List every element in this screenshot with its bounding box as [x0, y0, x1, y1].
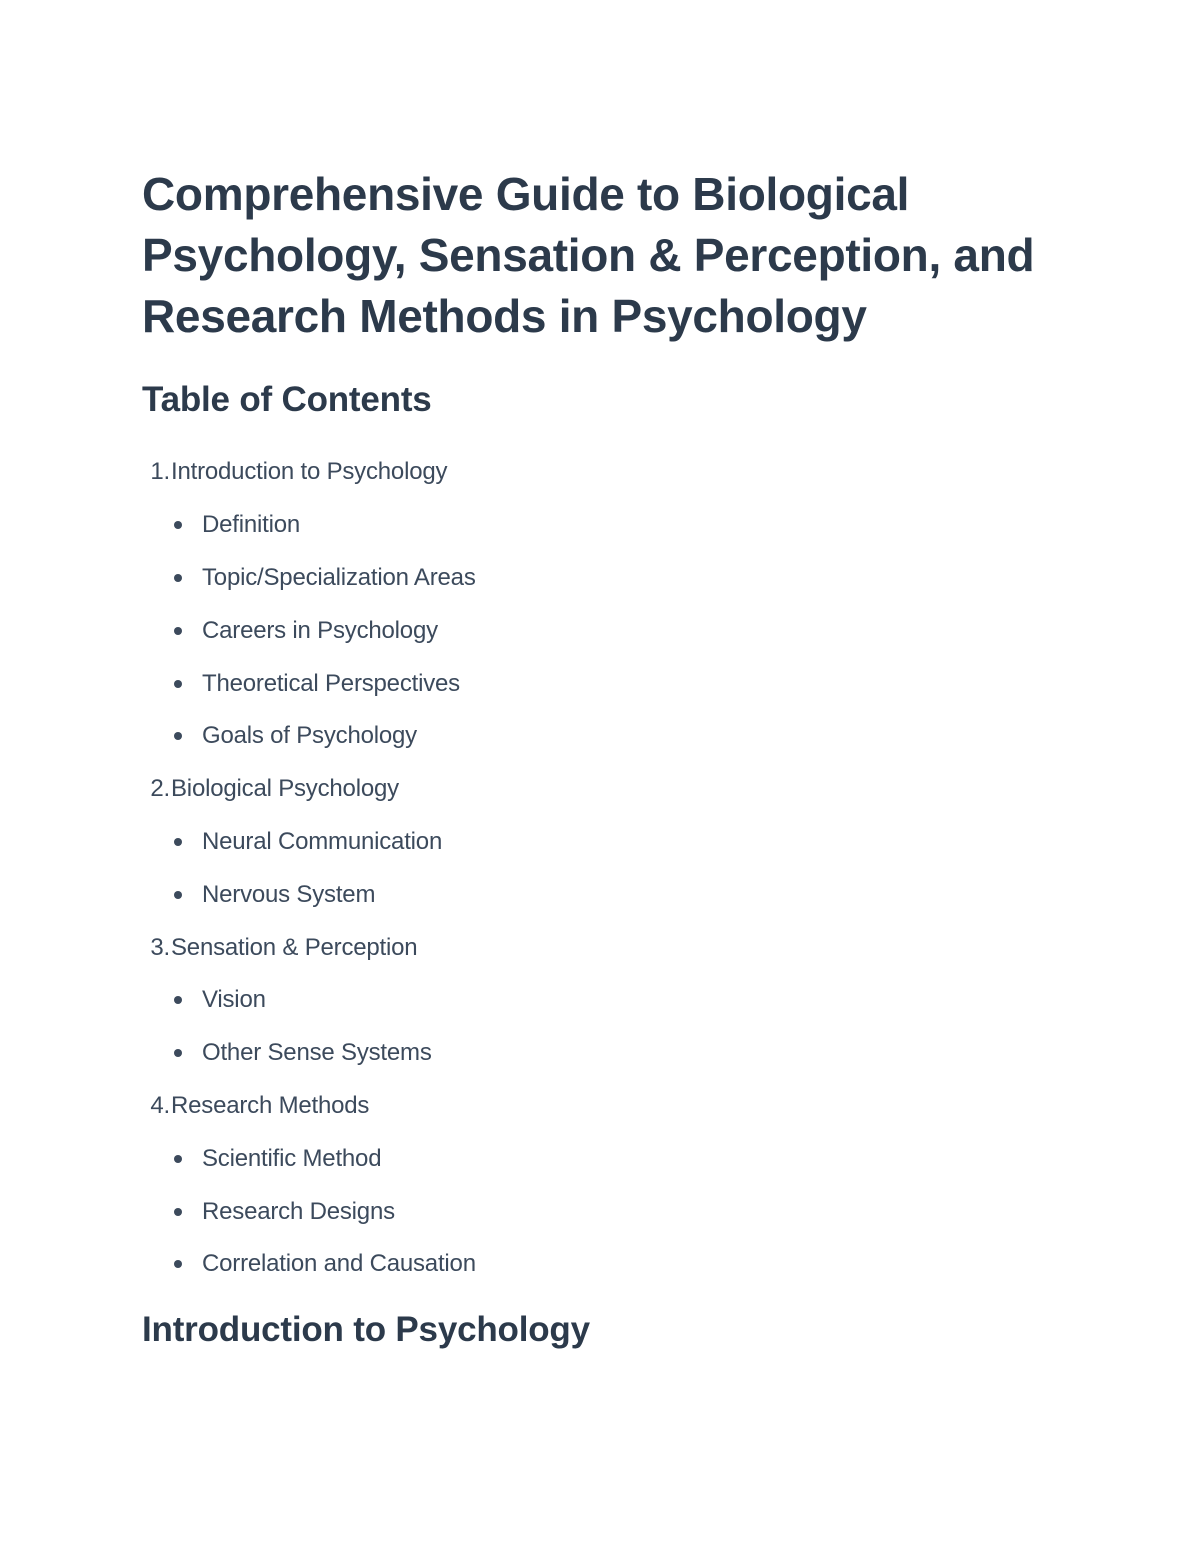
bullet-icon [174, 1155, 182, 1163]
toc-item [142, 499, 942, 552]
toc-section-4 [142, 1080, 942, 1133]
toc-item [142, 1027, 942, 1080]
table-of-contents [142, 446, 942, 1291]
toc-section-label: Sensation & Perception [171, 933, 418, 961]
bullet-icon [174, 838, 182, 846]
bullet-icon [174, 680, 182, 688]
bullet-icon [174, 521, 182, 529]
toc-item [142, 1185, 942, 1238]
toc-item [142, 657, 942, 710]
toc-item [142, 974, 942, 1027]
toc-item [142, 710, 942, 763]
toc-item-label: Scientific Method [202, 1144, 382, 1172]
toc-item [142, 1132, 942, 1185]
bullet-icon [174, 1208, 182, 1216]
toc-number: 3. [150, 933, 170, 961]
bullet-icon [174, 996, 182, 1004]
toc-item [142, 868, 942, 921]
bullet-icon [174, 1049, 182, 1057]
bullet-icon [174, 1260, 182, 1268]
toc-item [142, 816, 942, 869]
document-title: Comprehensive Guide to Biological Psychology, Sensation & Perception, and Research Methods in Psychology [142, 168, 1035, 342]
toc-item [142, 1238, 942, 1291]
toc-number: 2. [150, 775, 170, 803]
toc-section-label: Biological Psychology [171, 775, 399, 803]
toc-section-label: Introduction to Psychology [171, 458, 448, 486]
bullet-icon [174, 891, 182, 899]
toc-section-label: Research Methods [171, 1091, 370, 1119]
toc-item-label: Goals of Psychology [202, 722, 417, 750]
toc-item-label: Nervous System [202, 880, 376, 908]
toc-item-label: Correlation and Causation [202, 1250, 476, 1278]
toc-item-label: Definition [202, 511, 301, 539]
toc-item [142, 552, 942, 605]
toc-item [142, 604, 942, 657]
bullet-icon [174, 574, 182, 582]
toc-number: 4. [150, 1091, 170, 1119]
section-heading: Introduction to Psychology [142, 1310, 590, 1349]
toc-item-label: Vision [202, 986, 266, 1014]
toc-number: 1. [150, 458, 170, 486]
toc-section-3 [142, 921, 942, 974]
bullet-icon [174, 732, 182, 740]
toc-heading: Table of Contents [142, 380, 432, 419]
toc-item-label: Careers in Psychology [202, 616, 438, 644]
toc-section-2 [142, 763, 942, 816]
toc-item-label: Neural Communication [202, 827, 443, 855]
toc-item-label: Theoretical Perspectives [202, 669, 460, 697]
bullet-icon [174, 627, 182, 635]
document-page [142, 0, 1082, 1553]
toc-item-label: Other Sense Systems [202, 1039, 432, 1067]
toc-item-label: Research Designs [202, 1197, 395, 1225]
toc-item-label: Topic/Specialization Areas [202, 563, 476, 591]
toc-section-1 [142, 446, 942, 499]
